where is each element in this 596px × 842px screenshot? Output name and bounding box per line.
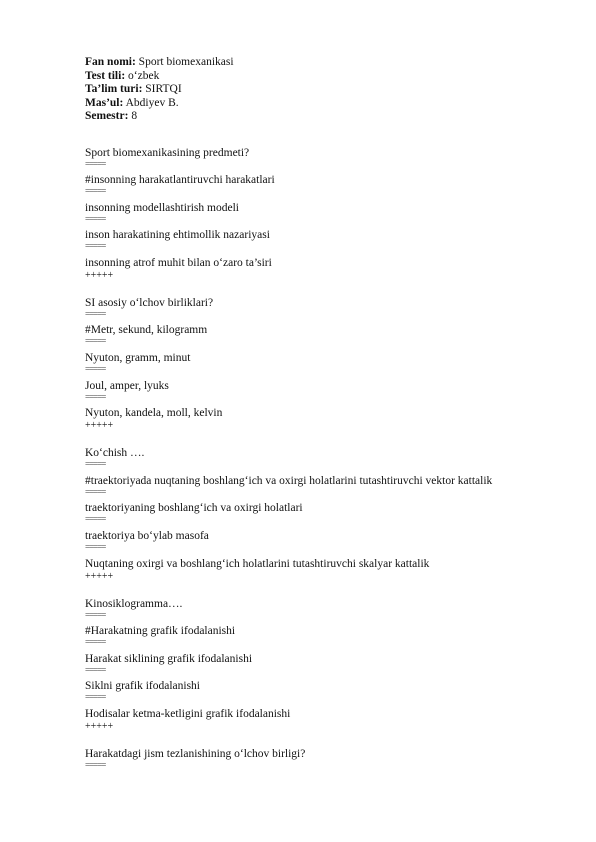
separator-equals-text: ===== [85, 365, 106, 375]
separator-equals [85, 215, 565, 229]
separator-plus: +++++ [85, 420, 114, 432]
separator-equals [85, 187, 565, 201]
separator-equals-text: ===== [85, 460, 106, 470]
question-block [85, 597, 565, 733]
answer-option: Nyuton, kandela, moll, kelvin [85, 407, 223, 420]
document-page [85, 56, 565, 789]
separator-equals-text: ===== [85, 610, 106, 620]
meta-key: Mas’ul: [85, 96, 124, 109]
meta-key: Test tili: [85, 69, 126, 82]
separator-equals-text: ===== [85, 665, 106, 675]
separator-plus: +++++ [85, 269, 114, 281]
question-block [85, 446, 565, 582]
answer-option: Nyuton, gramm, minut [85, 352, 191, 365]
separator-equals [85, 160, 565, 174]
separator-equals [85, 761, 565, 775]
separator-equals [85, 666, 565, 680]
separator-equals-text: ===== [85, 214, 106, 224]
separator-equals-text: ===== [85, 638, 106, 648]
meta-value: Abdiyev B. [125, 96, 179, 109]
separator-equals-text: ===== [85, 187, 106, 197]
meta-test-language [85, 70, 565, 84]
separator-equals [85, 242, 565, 256]
answer-option: insonning modellashtirish modeli [85, 201, 239, 214]
question-list [85, 146, 565, 775]
answer-option: inson harakatining ehtimollik nazariyasi [85, 229, 270, 242]
answer-option: Harakat siklining grafik ifodalanishi [85, 652, 253, 665]
answer-correct: #insonning harakatlantiruvchi harakatlari [85, 174, 275, 187]
separator-equals [85, 365, 565, 379]
meta-key: Ta’lim turi: [85, 83, 143, 95]
separator-plus: +++++ [85, 721, 114, 732]
answer-option: Joul, amper, lyuks [85, 379, 169, 392]
meta-value: Sport biomexanikasi [138, 56, 234, 68]
answer-option: traektoriyaning boshlang‘ich va oxirgi holatlari [85, 502, 303, 515]
course-meta [85, 56, 565, 124]
question-text: Harakatdagi jism tezlanishining o‘lchov birligi? [85, 748, 306, 760]
meta-responsible [85, 97, 565, 111]
question-block [85, 146, 565, 282]
meta-course-name [85, 56, 565, 70]
meta-value: 8 [131, 110, 138, 122]
separator-equals [85, 515, 565, 529]
question-text: SI asosiy o‘lchov birliklari? [85, 296, 214, 309]
answer-option: Hodisalar ketma-ketligini grafik ifodalanishi [85, 708, 291, 720]
separator-equals [85, 310, 565, 324]
question-text: Kinosiklogramma…. [85, 597, 183, 610]
separator-equals [85, 488, 565, 502]
separator-equals-text: ===== [85, 309, 106, 319]
answer-option: traektoriya bo‘ylab masofa [85, 530, 209, 543]
separator-equals-text: ===== [85, 543, 106, 553]
question-block [85, 296, 565, 432]
answer-correct: #Metr, sekund, kilogramm [85, 324, 208, 337]
separator-equals [85, 337, 565, 351]
separator-equals-text: ===== [85, 392, 106, 402]
separator-equals [85, 611, 565, 625]
meta-education-type [85, 83, 565, 97]
meta-value: SIRTQI [145, 83, 182, 95]
answer-correct: #Harakatning grafik ifodalanishi [85, 625, 236, 638]
separator-plus: +++++ [85, 570, 114, 582]
separator-equals [85, 693, 565, 707]
question-text: Sport biomexanikasining predmeti? [85, 146, 250, 159]
answer-option: insonning atrof muhit bilan o‘zaro ta’siri [85, 256, 272, 269]
meta-semester [85, 110, 565, 124]
question-text: Ko‘chish …. [85, 447, 145, 460]
separator-equals-text: ===== [85, 242, 106, 252]
separator-equals-text: ===== [85, 337, 106, 347]
answer-option: Nuqtaning oxirgi va boshlang‘ich holatlarini tutashtiruvchi skalyar kattalik [85, 557, 430, 570]
question-block [85, 747, 565, 775]
separator-equals [85, 543, 565, 557]
meta-value: o‘zbek [128, 69, 160, 82]
separator-equals-text: ===== [85, 693, 106, 703]
separator-equals-text: ===== [85, 159, 106, 169]
separator-equals [85, 393, 565, 407]
separator-equals-text: ===== [85, 515, 106, 525]
answer-correct: #traektoriyada nuqtaning boshlang‘ich va oxirgi holatlarini tutashtiruvchi vektor kattalik [85, 474, 493, 487]
meta-key: Fan nomi: [85, 56, 136, 68]
answer-option: Siklni grafik ifodalanishi [85, 680, 200, 693]
separator-equals [85, 638, 565, 652]
meta-key: Semestr: [85, 110, 129, 122]
separator-equals [85, 460, 565, 474]
separator-equals-text: ===== [85, 487, 106, 497]
separator-equals-text: ===== [85, 761, 106, 770]
